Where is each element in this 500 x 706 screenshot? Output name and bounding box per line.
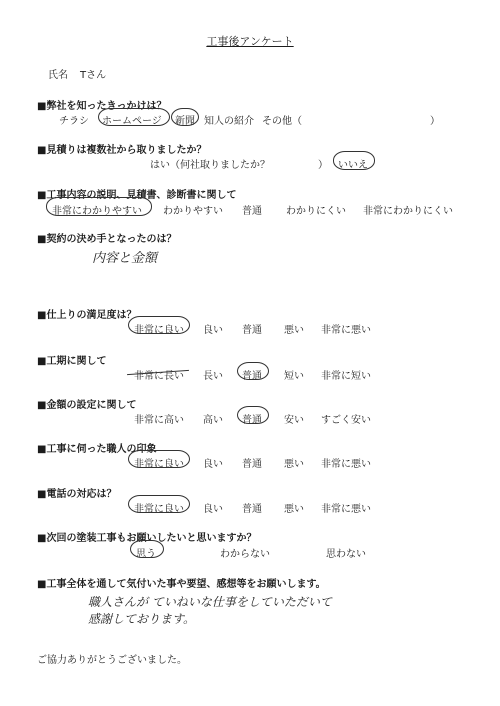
q10-label: ■次回の塗装工事もお願いしたいと思いますか？: [37, 533, 257, 544]
name-label: 氏名: [48, 70, 68, 81]
q2-option-yes: はい（何社取りましたか？: [150, 160, 270, 171]
q2-label: ■見積りは複数社から取りましたか？: [37, 145, 207, 156]
q7-option-cheap: 安い: [284, 415, 304, 426]
q6-option-very-long: 非常に長い: [134, 371, 184, 382]
q5-option-good: 良い: [203, 325, 223, 336]
q1-option-homepage: ホームページ: [102, 116, 162, 127]
q4-handwritten-answer: 内容と金額: [92, 251, 158, 266]
closing-message: ご協力ありがとうございました。: [37, 655, 187, 666]
q7-option-very-high: 非常に高い: [134, 415, 184, 426]
q5-selection-circle: [128, 316, 190, 334]
q6-selection-circle: [237, 362, 269, 380]
q8-selection-circle: [128, 450, 190, 468]
q3-option-unclear: わかりにくい: [286, 206, 346, 217]
q11-handwritten-line-2: 感謝しております。: [88, 612, 196, 626]
q3-option-very-clear: 非常にわかりやすい: [52, 206, 142, 217]
q3-option-clear: わかりやすい: [163, 206, 223, 217]
q10-option-unsure: わからない: [220, 549, 270, 560]
q3-label: ■工事内容の説明、見積書、診断書に関して: [37, 190, 237, 201]
q6-option-normal: 普通: [242, 371, 262, 382]
q8-label: ■工事に伺った職人の印象: [37, 444, 157, 455]
q3-selection-circle: [46, 197, 152, 216]
q7-option-very-cheap: すごく安い: [321, 415, 371, 426]
q6-label: ■工期に関して: [37, 356, 107, 367]
q11-label: ■工事全体を通して気付いた事や要望、感想等をお願いします。: [37, 579, 326, 590]
q1-option-newspaper: 新聞: [175, 116, 195, 127]
q10-selection-circle: [130, 540, 164, 558]
q3-option-very-unclear: 非常にわかりにくい: [363, 206, 453, 217]
q1-selection-circle: [98, 108, 170, 126]
q6-option-long: 長い: [203, 371, 223, 382]
q10-option-no: 思わない: [326, 549, 366, 560]
q6-option-very-short: 非常に短い: [321, 371, 371, 382]
q3-option-normal: 普通: [242, 206, 262, 217]
q8-option-very-bad: 非常に悪い: [321, 459, 371, 470]
survey-title: 工事後アンケート: [206, 35, 294, 48]
q8-option-bad: 悪い: [284, 459, 304, 470]
q9-option-good: 良い: [203, 504, 223, 515]
q8-option-good: 良い: [203, 459, 223, 470]
q7-option-normal: 普通: [242, 415, 262, 426]
q2-option-yes-close: ）: [318, 160, 328, 171]
q9-label: ■電話の対応は？: [37, 489, 117, 500]
q5-option-bad: 悪い: [284, 325, 304, 336]
q5-option-normal: 普通: [242, 325, 262, 336]
q7-selection-circle: [237, 406, 269, 424]
q7-option-high: 高い: [203, 415, 223, 426]
q2-selection-circle: [333, 151, 375, 170]
q9-option-normal: 普通: [242, 504, 262, 515]
q9-option-bad: 悪い: [284, 504, 304, 515]
q11-handwritten-line-1: 職人さんが ていねいな仕事をしていただいて: [88, 595, 332, 609]
q8-option-normal: 普通: [242, 459, 262, 470]
q9-selection-circle: [128, 495, 190, 513]
q2-option-no: いいえ: [338, 160, 368, 171]
q4-label: ■契約の決め手となったのは？: [37, 234, 177, 245]
q9-option-very-bad: 非常に悪い: [321, 504, 371, 515]
q1-option-referral: 知人の紹介: [204, 116, 254, 127]
q1-label: ■弊社を知ったきっかけは？: [37, 101, 167, 112]
q1-option-other-close: ）: [430, 116, 440, 127]
name-value: Tさん: [80, 70, 107, 81]
q10-option-yes: 思う: [136, 549, 156, 560]
q5-option-very-bad: 非常に悪い: [321, 325, 371, 336]
q1-option-flyer: チラシ: [59, 116, 89, 127]
q5-label: ■仕上りの満足度は？: [37, 310, 137, 321]
q6-option-short: 短い: [284, 371, 304, 382]
q9-option-very-good: 非常に良い: [134, 504, 184, 515]
q1-selection-circle-2: [171, 108, 199, 126]
q8-option-very-good: 非常に良い: [134, 459, 184, 470]
q1-option-other: その他（: [262, 116, 302, 127]
q7-label: ■金額の設定に関して: [37, 400, 137, 411]
q5-option-very-good: 非常に良い: [134, 325, 184, 336]
